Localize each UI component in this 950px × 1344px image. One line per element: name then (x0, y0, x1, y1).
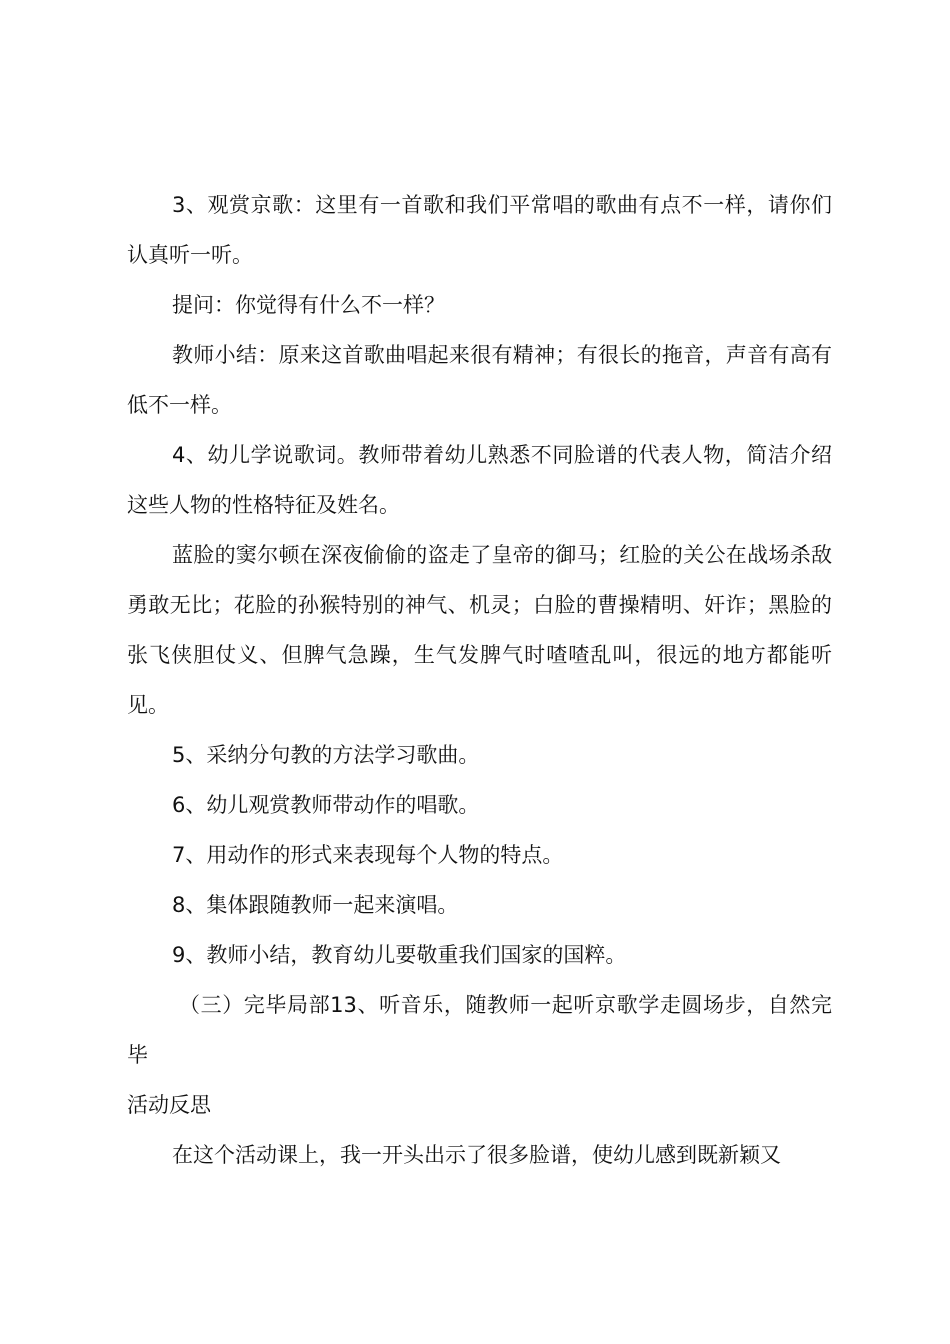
paragraph-step-6: 6、幼儿观赏教师带动作的唱歌。 (172, 793, 480, 817)
paragraph-question: 提问：你觉得有什么不一样？ (172, 293, 445, 317)
paragraph-reflection: 在这个活动课上，我一开头出示了很多脸谱，使幼儿感到既新颖又 (172, 1143, 781, 1167)
paragraph-step-7: 7、用动作的形式来表现每个人物的特点。 (172, 843, 564, 867)
paragraph-teacher-summary: 教师小结：原来这首歌曲唱起来很有精神；有很长的拖音，声音有高有低不一样。 (127, 343, 832, 417)
paragraph-step-3: 3、观赏京歌：这里有一首歌和我们平常唱的歌曲有点不一样，请你们认真听一听。 (127, 193, 832, 267)
paragraph-section-three: （三）完毕局部13、听音乐，随教师一起听京歌学走圆场步，自然完毕 (127, 993, 832, 1067)
heading-activity-reflection: 活动反思 (127, 1093, 211, 1117)
paragraph-characters: 蓝脸的窦尔顿在深夜偷偷的盗走了皇帝的御马；红脸的关公在战场杀敌勇敢无比；花脸的孙猴特别的神气、机灵；白脸的曹操精明、奸诈；黑脸的张飞侠胆仗义、但脾气急躁，生气发脾气时喳喳乱叫，很远的地方都能听见。 (127, 543, 832, 717)
paragraph-step-4: 4、幼儿学说歌词。教师带着幼儿熟悉不同脸谱的代表人物，简洁介绍这些人物的性格特征及姓名。 (127, 443, 832, 517)
document-body (127, 180, 832, 1180)
paragraph-step-5: 5、采纳分句教的方法学习歌曲。 (172, 743, 480, 767)
paragraph-step-8: 8、集体跟随教师一起来演唱。 (172, 893, 459, 917)
paragraph-step-9: 9、教师小结，教育幼儿要敬重我们国家的国粹。 (172, 943, 627, 967)
